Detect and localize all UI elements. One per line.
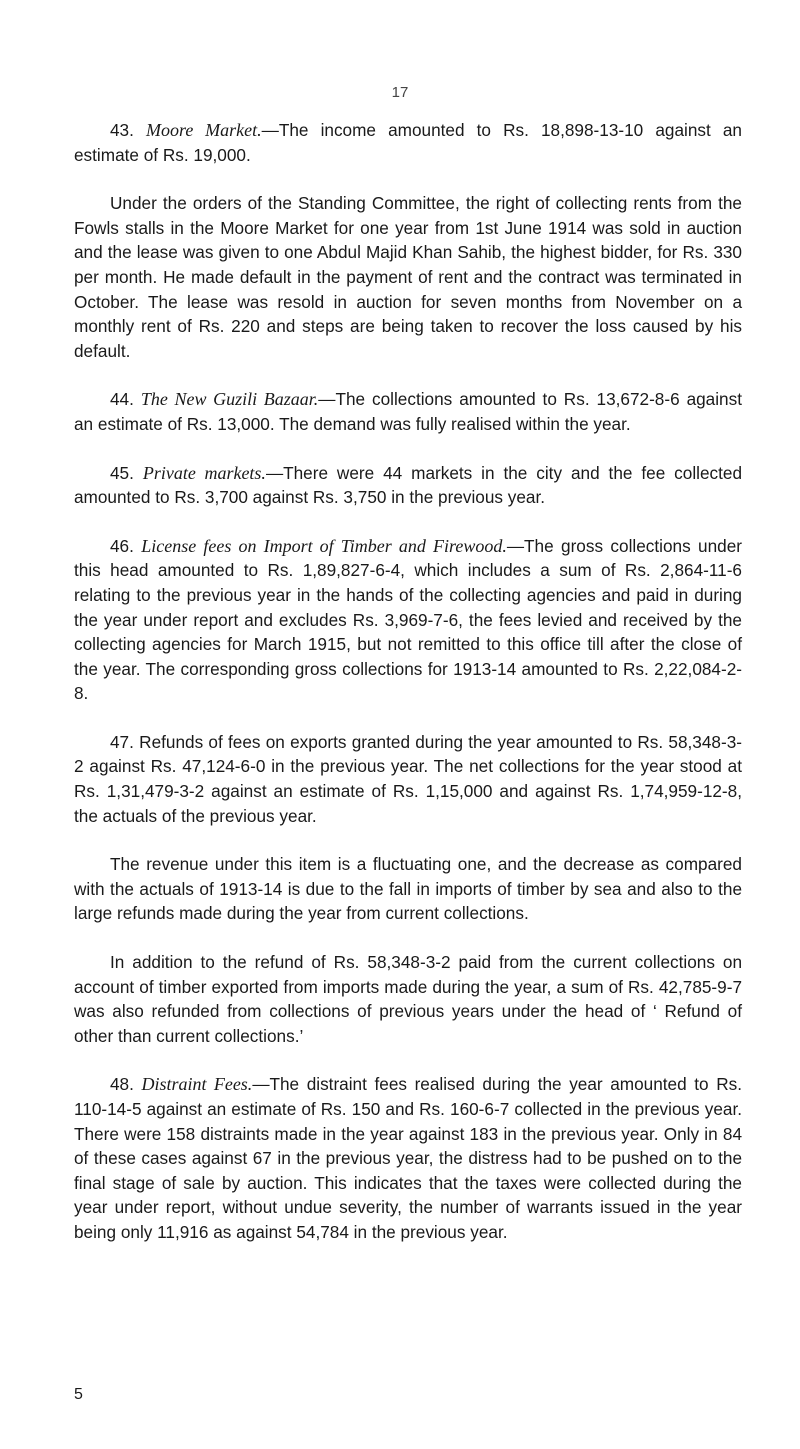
- paragraph-number: 44.: [110, 389, 134, 410]
- section-heading: License fees on Import of Timber and Firewood.: [141, 535, 507, 556]
- section-heading: Distraint Fees.: [141, 1074, 253, 1095]
- paragraph-number: 48.: [110, 1074, 134, 1095]
- paragraph-text: —The distraint fees realised during the year amounted to Rs. 110-14-5 against an estimate of Rs. 150 and Rs. 160-6-7 collected in the previous year. There were 158 distraints made in the year against 183 in the previous year. Only in 84 of these cases against 67 in the previous year, the distress had to be pushed on to the final stage of sale by auction. This indicates that the taxes were collected during the year under report, without undue severity, the number of warrants issued in the year being only 11,916 as against 54,784 in the previous year.: [74, 1074, 742, 1242]
- paragraph-44: [74, 387, 742, 436]
- paragraph-fowls-stalls: [74, 191, 742, 363]
- document-body: [74, 118, 742, 1269]
- paragraph-text: In addition to the refund of Rs. 58,348-3-2 paid from the current collections on account of timber exported from imports made during the year, a sum of Rs. 42,785-9-7 was also refunded from collections of previous years under the head of ‘ Refund of other than current collections.’: [74, 952, 742, 1046]
- paragraph-46: [74, 534, 742, 706]
- paragraph-number: 47.: [110, 731, 134, 752]
- paragraph-number: 43.: [110, 120, 134, 140]
- paragraph-number: 45.: [110, 462, 134, 483]
- page-number: 17: [391, 84, 409, 101]
- section-heading: Private markets.: [142, 462, 266, 483]
- signature-mark: 5: [74, 1386, 83, 1403]
- paragraph-47: [74, 730, 742, 828]
- paragraph-48: [74, 1072, 742, 1244]
- paragraph-43: [74, 118, 742, 167]
- paragraph-text: —There were 44 markets in the city and the fee collected amounted to Rs. 3,700 against Rs. 3,750 in the previous year.: [74, 462, 742, 508]
- paragraph-revenue-fluctuation: [74, 852, 742, 926]
- paragraph-text: —The income amounted to Rs. 18,898-13-10 against an estimate of Rs. 19,000.: [74, 120, 742, 165]
- paragraph-number: 46.: [110, 535, 134, 556]
- section-heading: The New Guzili Bazaar.: [140, 389, 319, 410]
- paragraph-45: [74, 461, 742, 510]
- paragraph-text: The revenue under this item is a fluctuating one, and the decrease as compared with the actuals of 1913-14 is due to the fall in imports of timber by sea and also to the large refunds made during the year from current collections.: [74, 854, 742, 924]
- paragraph-text: Refunds of fees on exports granted during the year amounted to Rs. 58,348-3-2 against Rs. 47,124-6-0 in the previous year. The net collections for the year stood at Rs. 1,31,479-3-2 against an estimate of Rs. 1,15,000 and against Rs. 1,74,959-12-8, the actuals of the previous year.: [74, 731, 742, 826]
- section-heading: Moore Market.: [146, 120, 262, 140]
- paragraph-text: Under the orders of the Standing Committee, the right of collecting rents from the Fowls stalls in the Moore Market for one year from 1st June 1914 was sold in auction and the lease was given to one Abdul Majid Khan Sahib, the highest bidder, for Rs. 330 per month. He made default in the payment of rent and the contract was terminated in October. The lease was resold in auction for seven months from November on a monthly rent of Rs. 220 and steps are being taken to recover the loss caused by his default.: [74, 193, 742, 361]
- paragraph-refund-addition: [74, 950, 742, 1048]
- paragraph-text: —The collections amounted to Rs. 13,672-8-6 against an estimate of Rs. 13,000. The demand was fully realised within the year.: [74, 389, 742, 434]
- paragraph-text: —The gross collections under this head amounted to Rs. 1,89,827-6-4, which includes a sum of Rs. 2,864-11-6 relating to the previous year in the hands of the collecting agencies and paid in during the year under report and excludes Rs. 3,969-7-6, the fees levied and received by the collecting agencies for March 1915, but not remitted to this office till after the close of the year. The corresponding gross collections for 1913-14 amounted to Rs. 2,22,084-2-8.: [74, 535, 743, 704]
